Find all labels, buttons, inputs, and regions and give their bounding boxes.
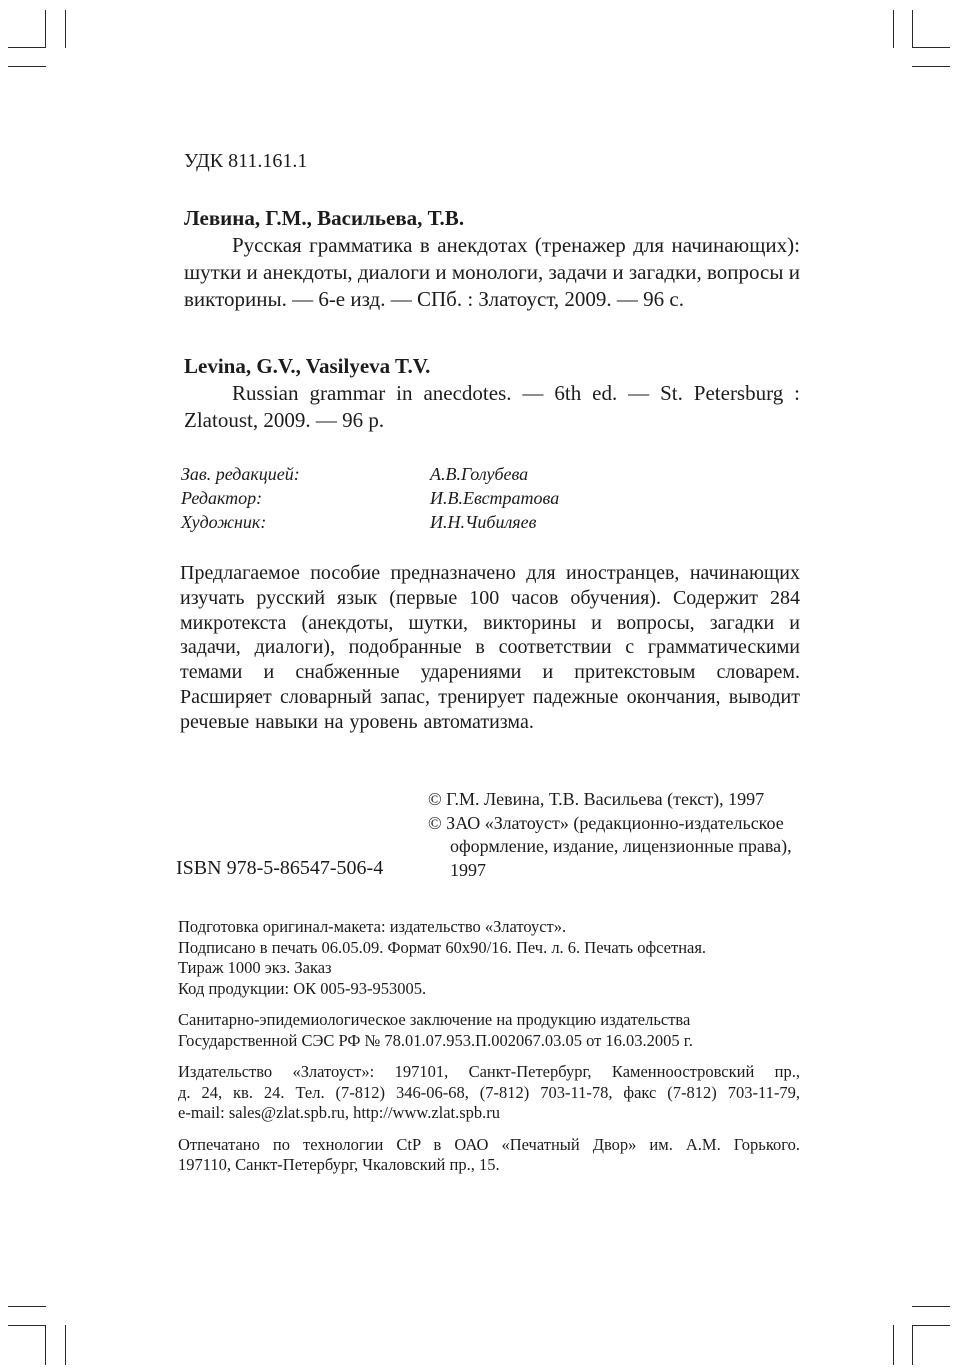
crop-mark	[8, 1325, 46, 1326]
crop-mark	[912, 47, 950, 48]
product-code-line: Код продукции: ОК 005-93-953005.	[178, 978, 427, 998]
sanitary-line: Санитарно-эпидемиологическое заключение на продукцию издательства	[178, 1010, 691, 1029]
staff-name: И.Н.Чибиляев	[430, 512, 537, 532]
crop-mark	[912, 1306, 950, 1307]
crop-mark	[65, 10, 66, 48]
publisher-line: Издательство «Златоуст»: 197101, Санкт-Петербург, Каменноостровский пр.,	[178, 1062, 800, 1081]
authors-en: Levina, G.V., Vasilyeva T.V.	[184, 354, 431, 378]
copyright-line: © ЗАО «Златоуст» (редакционно-издательское оформление, издание, лицензионные права), 1997	[428, 812, 792, 880]
crop-mark	[65, 1325, 66, 1365]
print-run-line: Тираж 1000 экз. Заказ	[178, 958, 332, 977]
printer-line: 197110, Санкт-Петербург, Чкаловский пр., 15.	[178, 1155, 500, 1174]
description-en: Russian grammar in anecdotes. — 6th ed. — St. Petersburg : Zlatoust, 2009. — 96 p.	[184, 381, 800, 432]
authors-ru: Левина, Г.М., Васильева, Т.В.	[184, 206, 465, 230]
staff-row	[181, 462, 559, 486]
staff-list	[181, 462, 559, 534]
udk-code: УДК 811.161.1	[184, 150, 308, 172]
publisher-info	[178, 1062, 800, 1124]
bibliographic-entry-en	[178, 353, 800, 434]
crop-mark	[893, 10, 894, 48]
crop-mark	[8, 1306, 46, 1307]
print-info	[178, 917, 800, 999]
crop-mark	[8, 66, 46, 67]
crop-mark	[912, 1325, 913, 1365]
copyright-block	[428, 788, 800, 882]
crop-mark	[912, 1325, 950, 1326]
staff-role: Редактор:	[181, 488, 263, 508]
signed-line: Подписано в печать 06.05.09. Формат 60x90/16. Печ. л. 6. Печать офсетная.	[178, 937, 707, 957]
staff-row	[181, 486, 559, 510]
bibliographic-entry-ru	[178, 205, 800, 313]
crop-mark	[45, 1325, 46, 1365]
crop-mark	[8, 47, 46, 48]
isbn: ISBN 978-5-86547-506-4	[176, 857, 384, 879]
imprint-details	[178, 917, 800, 1187]
publisher-line: д. 24, кв. 24. Тел. (7-812) 346-06-68, (7-812) 703-11-78, факс (7-812) 703-11-79,	[178, 1082, 800, 1102]
preparation-line: Подготовка оригинал-макета: издательство «Златоуст».	[178, 917, 567, 936]
staff-name: И.В.Евстратова	[430, 488, 560, 508]
printer-info	[178, 1135, 800, 1176]
staff-role: Художник:	[181, 512, 267, 532]
crop-mark	[45, 10, 46, 48]
crop-mark	[893, 1325, 894, 1365]
abstract: Предлагаемое пособие предназначено для иностранцев, начинающих изучать русский язык (первые 100 часов обучения). Содержит 284 микротекста (анекдоты, шутки, викторины и вопросы, загадки и задачи, диалоги), подобранные в соответствии с грамматическими темами и снабженные ударениями и притекстовым словарем. Расширяет словарный запас, тренирует падежные окончания, выводит речевые навыки на уровень автоматизма.	[180, 562, 800, 733]
printer-line: Отпечатано по технологии CtP в ОАО «Печатный Двор» им. А.М. Горького.	[178, 1134, 800, 1154]
description-ru: Русская грамматика в анекдотах (тренажер для начинающих): шутки и анекдоты, диалоги и монологи, задачи и загадки, вопросы и викторины. — 6-е изд. — СПб. : Златоуст, 2009. — 96 с.	[184, 233, 800, 311]
crop-mark	[912, 66, 950, 67]
staff-role: Зав. редакцией:	[181, 464, 300, 484]
crop-mark	[912, 10, 913, 48]
copyright-line: © Г.М. Левина, Т.В. Васильева (текст), 1997	[428, 789, 765, 809]
sanitary-info	[178, 1010, 800, 1051]
publisher-line: e-mail: sales@zlat.spb.ru, http://www.zlat.spb.ru	[178, 1103, 501, 1122]
sanitary-line: Государственной СЭС РФ № 78.01.07.953.П.002067.03.05 от 16.03.2005 г.	[178, 1030, 693, 1050]
staff-row	[181, 510, 559, 534]
staff-name: А.В.Голубева	[430, 464, 529, 484]
